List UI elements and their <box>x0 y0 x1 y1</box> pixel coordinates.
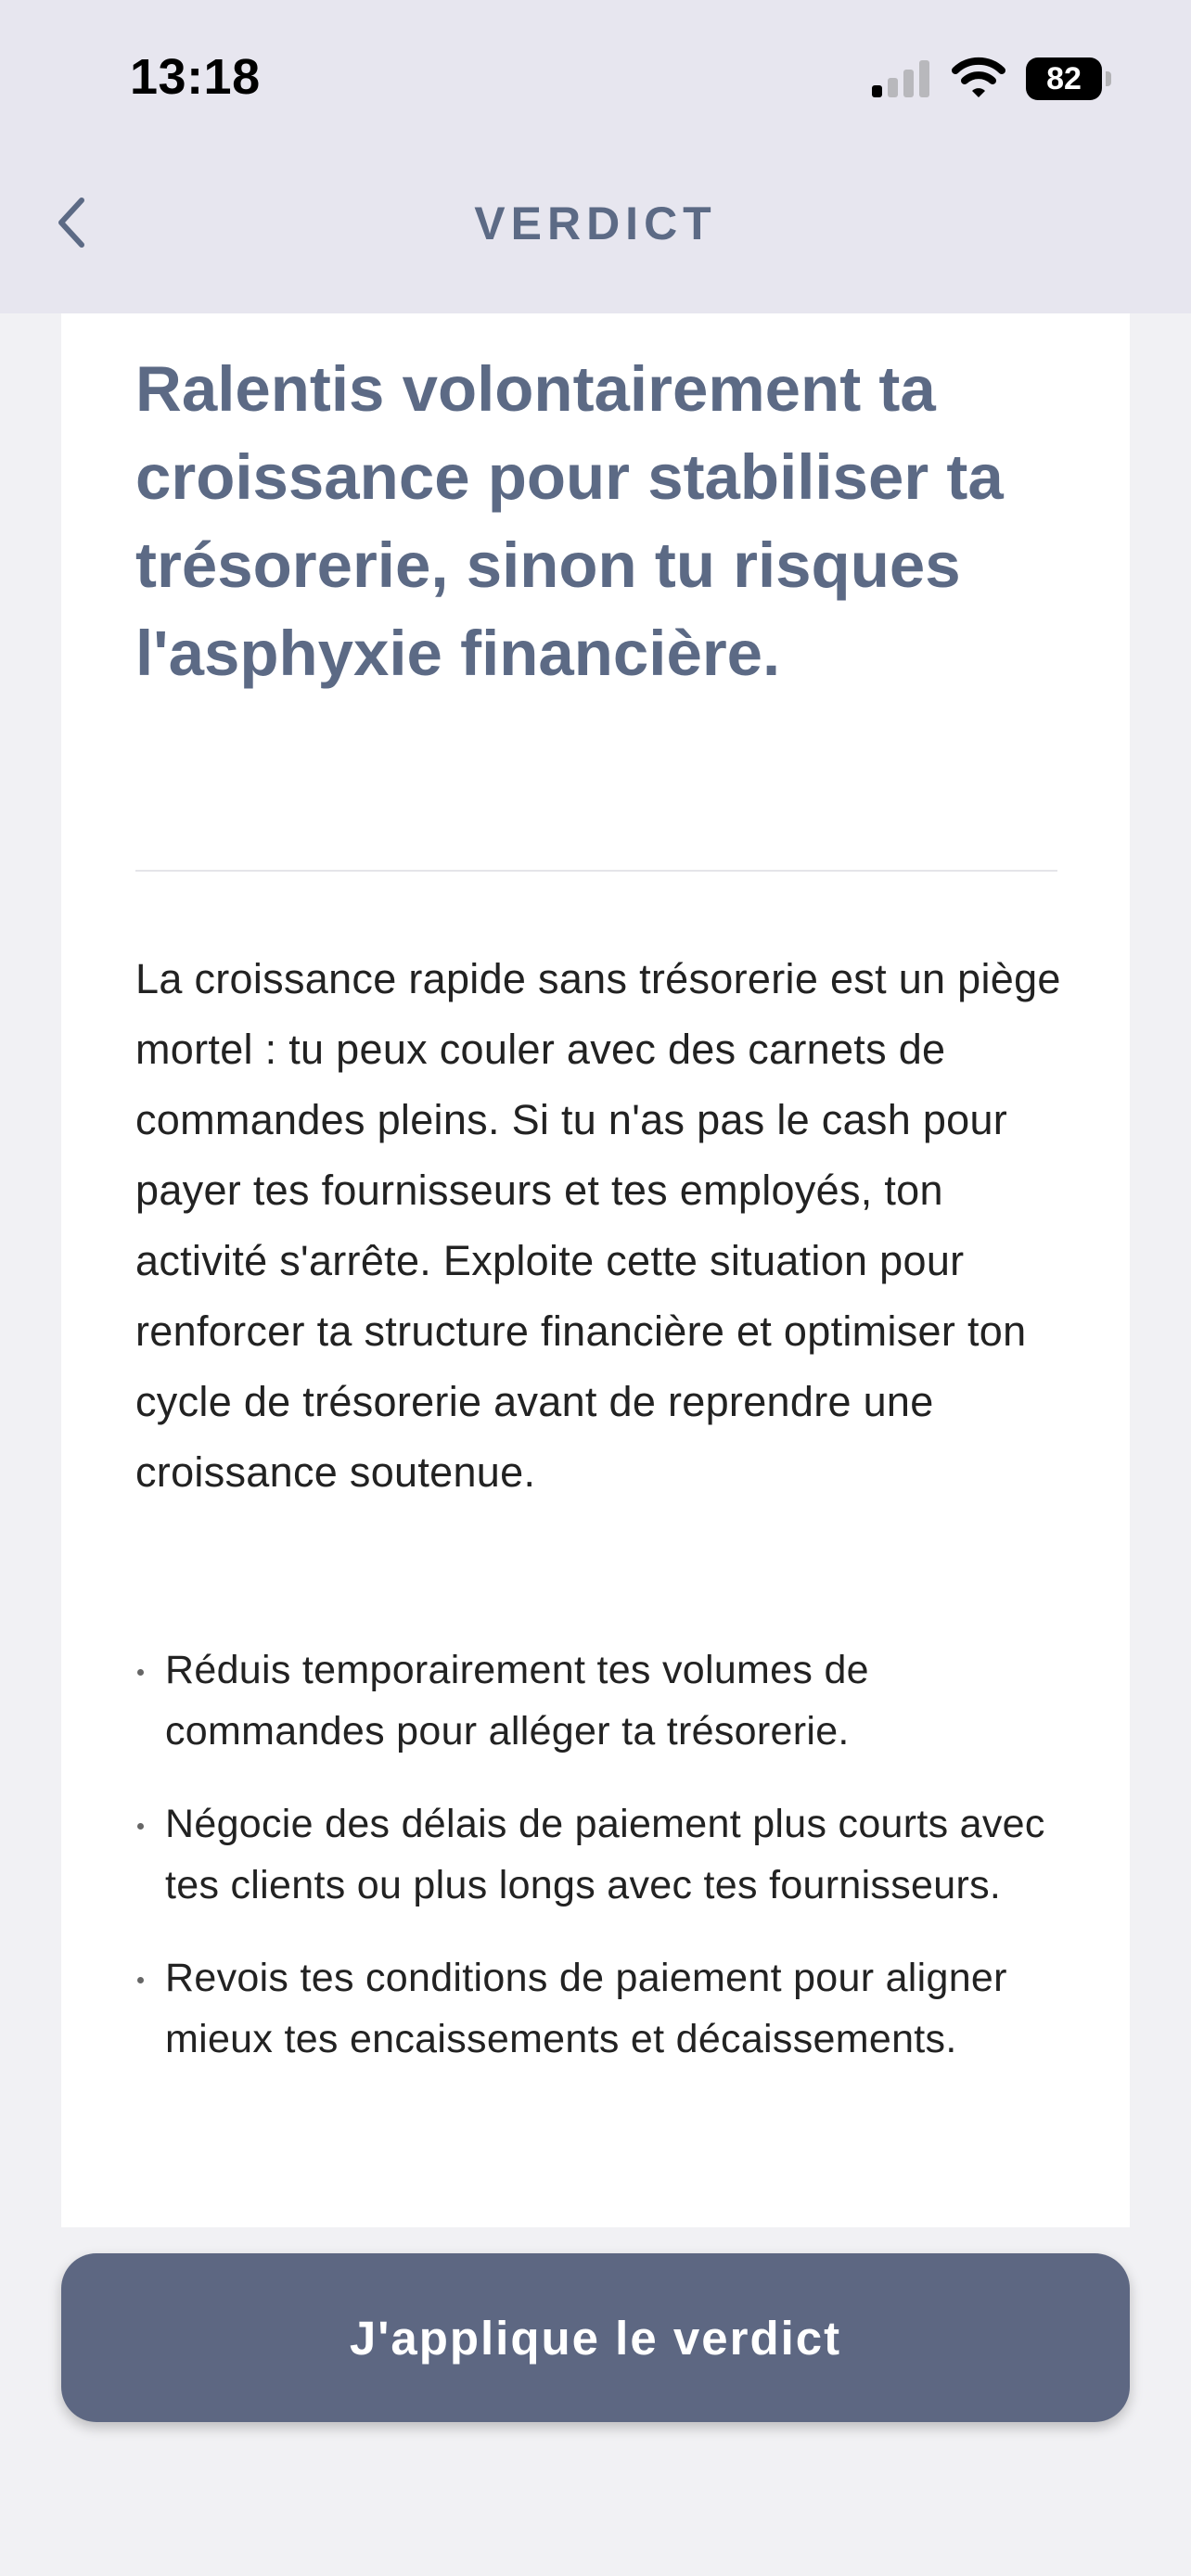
action-list <box>135 1639 1072 2101</box>
battery-icon <box>1026 57 1111 100</box>
status-bar <box>0 0 1191 158</box>
apply-verdict-button[interactable]: J'applique le verdict <box>61 2253 1130 2422</box>
status-time: 13:18 <box>130 49 261 105</box>
bullet-dot <box>137 1823 144 1830</box>
bullet-dot <box>137 1977 144 1983</box>
signal-icon <box>870 59 931 98</box>
bullet-dot <box>137 1669 144 1676</box>
list-item <box>135 1793 1072 1916</box>
page-title: VERDICT <box>474 198 717 249</box>
divider <box>135 870 1057 872</box>
wifi-icon <box>952 56 1005 98</box>
list-item-text: Revois tes conditions de paiement pour aligner mieux tes encaissements et décaissements. <box>165 1956 1007 2061</box>
verdict-explanation: La croissance rapide sans trésorerie est un piège mortel : tu peux couler avec des carnets de commandes pleins. Si tu n'as pas le cash pour payer tes fournisseurs et tes employés, ton activité s'arrête. Exploite cette situation pour renforcer ta structure financière et optimiser ton cycle de trésorerie avant de reprendre une croissance soutenue. <box>135 955 1061 1496</box>
list-item-text: Réduis temporairement tes volumes de commandes pour alléger ta trésorerie. <box>165 1648 869 1753</box>
top-area <box>0 0 1191 313</box>
verdict-headline: Ralentis volontairement ta croissance pour stabiliser ta trésorerie, sinon tu risques l'asphyxie financière. <box>135 353 1004 689</box>
nav-bar <box>0 176 1191 278</box>
battery-tip <box>1106 71 1111 86</box>
list-item <box>135 1947 1072 2070</box>
list-item-text: Négocie des délais de paiement plus courts avec tes clients ou plus longs avec tes fournisseurs. <box>165 1802 1045 1907</box>
battery-level: 82 <box>1026 57 1102 100</box>
list-item <box>135 1639 1072 1762</box>
verdict-card <box>61 313 1130 2227</box>
